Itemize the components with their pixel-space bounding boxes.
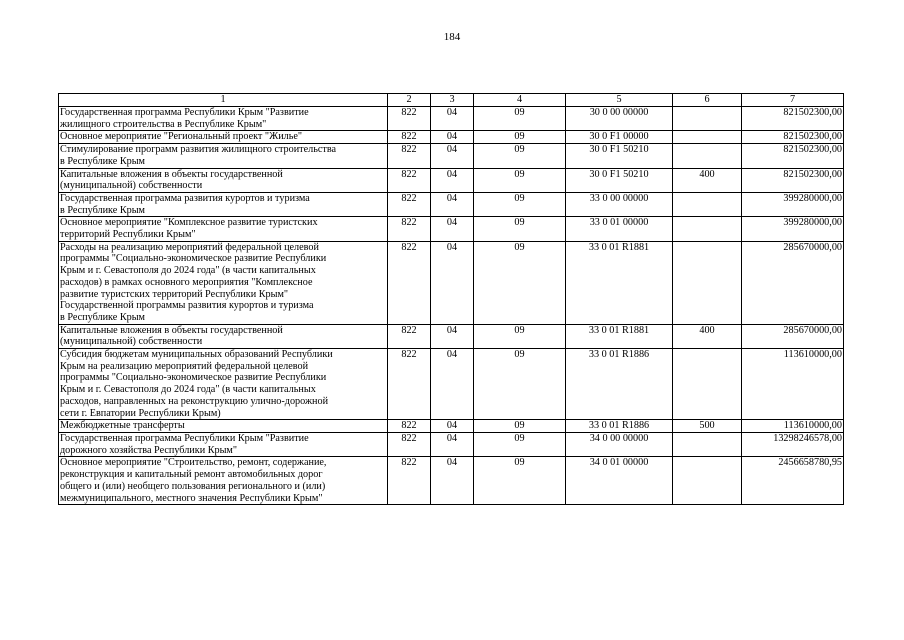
table-row [59,420,844,433]
table-row [59,107,844,131]
row-subsection: 09 [474,131,566,144]
row-description: Государственная программа Республики Крым "Развитие жилищного строительства в Республике Крым" [59,107,388,131]
row-amount: 13298246578,00 [742,432,844,456]
row-target-article: 33 0 01 R1886 [566,349,673,420]
row-ministry-code: 822 [388,131,431,144]
row-expense-type [673,217,742,241]
header-row [59,94,844,107]
row-subsection: 09 [474,324,566,348]
row-ministry-code: 822 [388,217,431,241]
table-row [59,349,844,420]
row-target-article: 33 0 00 00000 [566,192,673,216]
row-section: 04 [431,349,474,420]
row-section: 04 [431,241,474,324]
row-description: Государственная программа Республики Крым "Развитие дорожного хозяйства Республики Крым" [59,432,388,456]
row-target-article: 34 0 00 00000 [566,432,673,456]
row-section: 04 [431,192,474,216]
table-row [59,457,844,505]
table-row [59,324,844,348]
column-header-6: 6 [673,94,742,107]
row-section: 04 [431,324,474,348]
column-header-2: 2 [388,94,431,107]
row-section: 04 [431,432,474,456]
row-expense-type: 400 [673,324,742,348]
row-description: Основное мероприятие "Строительство, ремонт, содержание, реконструкция и капитальный ремонт автомобильных дорог общего и (или) необщего пользования регионального и (или) межмуниципального, местного значения Республики Крым" [59,457,388,505]
row-amount: 821502300,00 [742,131,844,144]
row-description: Государственная программа развития курортов и туризма в Республике Крым [59,192,388,216]
row-ministry-code: 822 [388,457,431,505]
row-ministry-code: 822 [388,420,431,433]
table-row [59,168,844,192]
row-target-article: 30 0 00 00000 [566,107,673,131]
row-amount: 113610000,00 [742,349,844,420]
row-section: 04 [431,457,474,505]
row-section: 04 [431,420,474,433]
row-target-article: 33 0 01 R1886 [566,420,673,433]
table-row [59,217,844,241]
page-number: 184 [443,31,461,43]
row-amount: 285670000,00 [742,241,844,324]
column-header-1: 1 [59,94,388,107]
row-target-article: 34 0 01 00000 [566,457,673,505]
row-subsection: 09 [474,144,566,168]
row-subsection: 09 [474,420,566,433]
row-description: Расходы на реализацию мероприятий федеральной целевой программы "Социально-экономическое развитие Республики Крым и г. Севастополя до 2024 года" (в части капитальных расходов) в рамках основного мероприятия "Комплексное развитие туристских территорий Республики Крым" Государственной программы развития курортов и туризма в Республике Крым [59,241,388,324]
row-description: Капитальные вложения в объекты государственной (муниципальной) собственности [59,324,388,348]
row-description: Основное мероприятие "Региональный проект "Жилье" [59,131,388,144]
table-row [59,192,844,216]
row-target-article: 30 0 F1 00000 [566,131,673,144]
row-description: Основное мероприятие "Комплексное развитие туристских территорий Республики Крым" [59,217,388,241]
row-subsection: 09 [474,168,566,192]
row-expense-type [673,432,742,456]
row-target-article: 30 0 F1 50210 [566,144,673,168]
row-section: 04 [431,131,474,144]
row-subsection: 09 [474,241,566,324]
column-header-7: 7 [742,94,844,107]
row-subsection: 09 [474,192,566,216]
row-expense-type [673,144,742,168]
row-expense-type [673,107,742,131]
column-header-5: 5 [566,94,673,107]
row-subsection: 09 [474,217,566,241]
row-section: 04 [431,217,474,241]
row-description: Капитальные вложения в объекты государственной (муниципальной) собственности [59,168,388,192]
row-target-article: 33 0 01 00000 [566,217,673,241]
row-expense-type: 500 [673,420,742,433]
row-amount: 821502300,00 [742,107,844,131]
row-amount: 113610000,00 [742,420,844,433]
row-description: Субсидия бюджетам муниципальных образований Республики Крым на реализацию мероприятий федеральной целевой программы "Социально-экономическое развитие Республики Крым и г. Севастополя до 2024 года" (в части капитальных расходов, направленных на реконструкцию улично-дорожной сети г. Евпатории Республики Крым) [59,349,388,420]
row-ministry-code: 822 [388,324,431,348]
row-amount: 821502300,00 [742,144,844,168]
row-ministry-code: 822 [388,241,431,324]
row-ministry-code: 822 [388,144,431,168]
row-expense-type [673,131,742,144]
row-expense-type: 400 [673,168,742,192]
row-ministry-code: 822 [388,432,431,456]
row-section: 04 [431,107,474,131]
row-subsection: 09 [474,107,566,131]
column-header-4: 4 [474,94,566,107]
row-ministry-code: 822 [388,168,431,192]
row-subsection: 09 [474,349,566,420]
budget-table [58,93,844,505]
table-row [59,432,844,456]
row-target-article: 33 0 01 R1881 [566,241,673,324]
row-description: Стимулирование программ развития жилищного строительства в Республике Крым [59,144,388,168]
row-ministry-code: 822 [388,192,431,216]
row-ministry-code: 822 [388,349,431,420]
row-amount: 821502300,00 [742,168,844,192]
row-amount: 2456658780,95 [742,457,844,505]
table-row [59,131,844,144]
row-amount: 399280000,00 [742,217,844,241]
table-row [59,241,844,324]
row-amount: 285670000,00 [742,324,844,348]
row-description: Межбюджетные трансферты [59,420,388,433]
row-target-article: 30 0 F1 50210 [566,168,673,192]
row-subsection: 09 [474,457,566,505]
row-expense-type [673,192,742,216]
row-expense-type [673,349,742,420]
row-expense-type [673,241,742,324]
row-section: 04 [431,168,474,192]
row-subsection: 09 [474,432,566,456]
column-header-3: 3 [431,94,474,107]
row-ministry-code: 822 [388,107,431,131]
table-row [59,144,844,168]
row-section: 04 [431,144,474,168]
row-expense-type [673,457,742,505]
row-amount: 399280000,00 [742,192,844,216]
row-target-article: 33 0 01 R1881 [566,324,673,348]
